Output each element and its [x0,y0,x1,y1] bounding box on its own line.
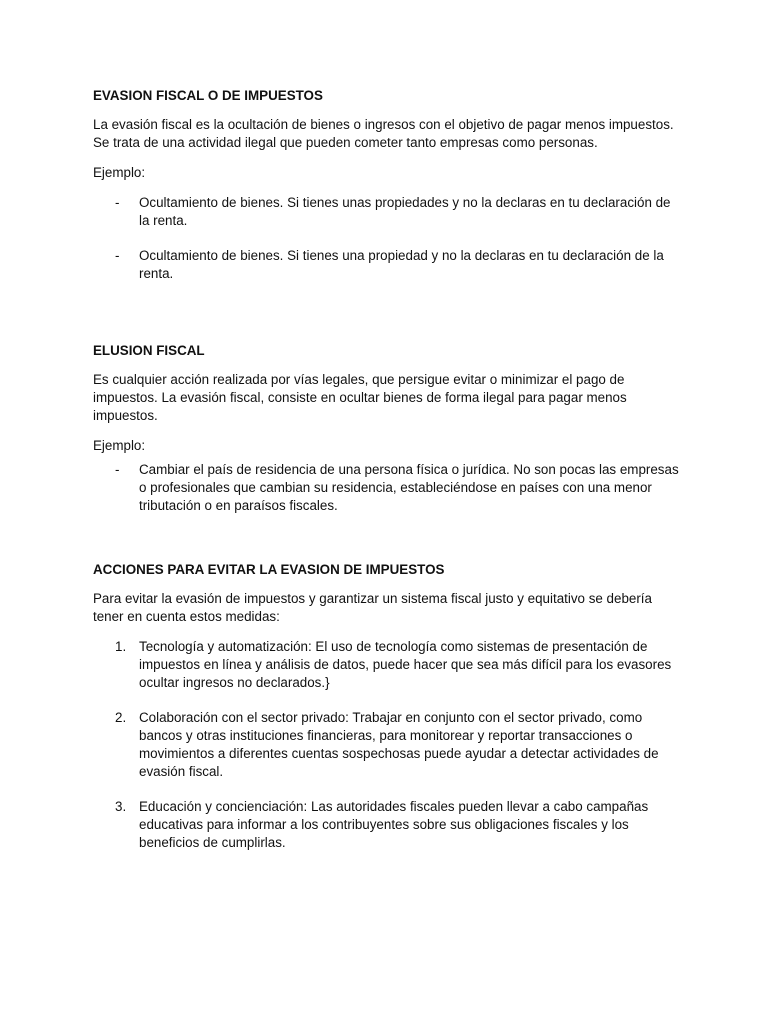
section-heading: EVASION FISCAL O DE IMPUESTOS [93,88,323,103]
section-heading: ACCIONES PARA EVITAR LA EVASION DE IMPUESTOS [93,562,445,577]
section-acciones [93,561,683,852]
list-item [93,461,683,515]
example-label: Ejemplo: [93,165,146,180]
list-item-text: Ocultamiento de bienes. Si tienes unas propiedades y no la declaras en tu declaración de la renta. [139,195,671,228]
list-number: 3. [115,799,127,814]
list-item-text: Ocultamiento de bienes. Si tienes una propiedad y no la declaras en tu declaración de la renta. [139,248,664,281]
example-label: Ejemplo: [93,438,146,453]
list-item-text: Colaboración con el sector privado: Trabajar en conjunto con el sector privado, como bancos y otras instituciones financieras, para monitorear y reportar transacciones o movimientos a diferentes cuentas sospechosas puede ayudar a detectar actividades de evasión fiscal. [139,710,659,779]
list-item [93,247,683,283]
list-number: 1. [115,639,127,654]
list-item-text: Educación y concienciación: Las autoridades fiscales pueden llevar a cabo campañas educativas para informar a los contribuyentes sobre sus obligaciones fiscales y los beneficios de cumplirlas. [139,799,649,850]
list-item-text: Cambiar el país de residencia de una persona física o jurídica. No son pocas las empresas o profesionales que cambian su residencia, estableciéndose en países con una menor tributación o en paraísos fiscales. [139,462,679,513]
numbered-list-item [93,709,683,781]
list-marker: - [115,248,120,263]
list-item [93,194,683,230]
list-marker: - [115,195,120,210]
section-evasion-fiscal [93,87,683,283]
list-item-text: Tecnología y automatización: El uso de tecnología como sistemas de presentación de impuestos en línea y análisis de datos, puede hacer que sea más difícil para los evasores ocultar ingresos no declarados.} [139,639,672,690]
section-paragraph: Es cualquier acción realizada por vías legales, que persigue evitar o minimizar el pago de impuestos. La evasión fiscal, consiste en ocultar bienes de forma ilegal para pagar menos impuestos. [93,372,627,423]
numbered-list-item [93,798,683,852]
list-number: 2. [115,710,127,725]
section-paragraph: Para evitar la evasión de impuestos y garantizar un sistema fiscal justo y equitativo se debería tener en cuenta estos medidas: [93,591,652,624]
list-marker: - [115,462,120,477]
section-paragraph: La evasión fiscal es la ocultación de bienes o ingresos con el objetivo de pagar menos impuestos. Se trata de una actividad ilegal que pueden cometer tanto empresas como personas. [93,117,674,150]
section-elusion-fiscal [93,342,683,515]
section-heading: ELUSION FISCAL [93,343,205,358]
numbered-list-item [93,638,683,692]
